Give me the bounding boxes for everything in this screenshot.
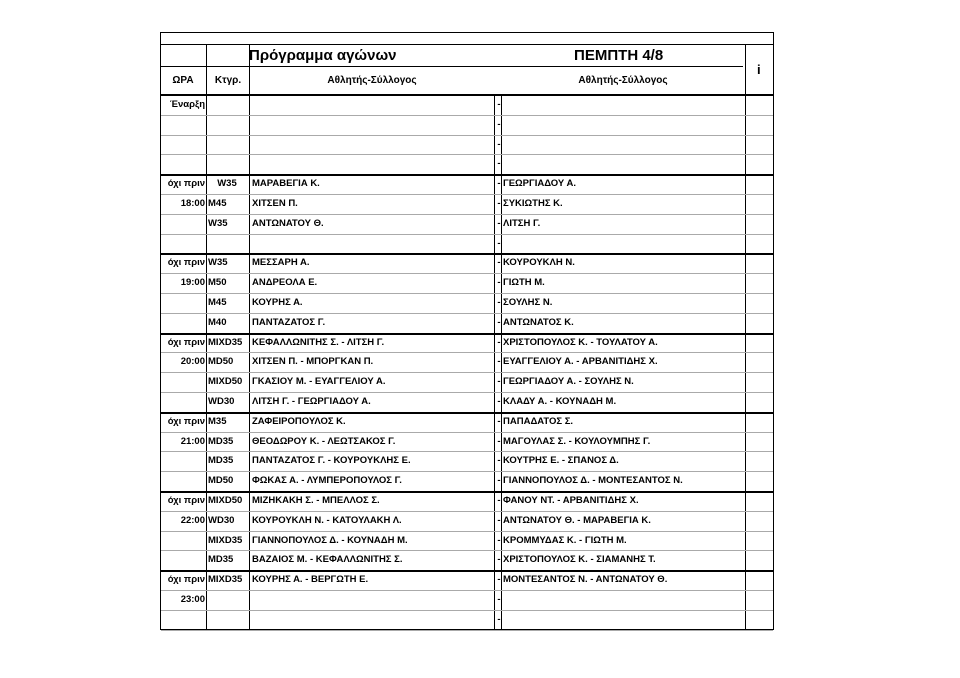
col-header-time: ΩΡΑ	[172, 75, 194, 86]
player2-cell: ΜΑΓΟΥΛΑΣ Σ. - ΚΟΥΛΟΥΜΠΗΣ Γ.	[503, 435, 651, 447]
category-cell: MD35	[208, 435, 234, 447]
player1-cell	[252, 154, 492, 174]
time-cell	[161, 471, 205, 491]
vs-dash: -	[497, 217, 501, 229]
player2-cell: ΜΟΝΤΕΣΑΝΤΟΣ Ν. - ΑΝΤΩΝΑΤΟΥ Θ.	[503, 574, 668, 586]
player2-cell	[503, 590, 743, 610]
category-cell: MIXD35	[208, 574, 243, 586]
category-cell: MIXD50	[208, 376, 243, 388]
table-row	[161, 234, 773, 254]
player1-cell: ΧΙΤΣΕΝ Π.	[252, 198, 298, 209]
time-cell: 19:00	[180, 277, 205, 289]
player1-cell: ΚΕΦΑΛΛΩΝΙΤΗΣ Σ. - ΛΙΤΣΗ Γ.	[252, 336, 385, 348]
player2-cell	[503, 154, 743, 174]
category-cell: MD35	[208, 455, 234, 467]
vs-dash: -	[497, 534, 501, 546]
player1-cell: ΦΩΚΑΣ Α. - ΛΥΜΠΕΡΟΠΟΥΛΟΣ Γ.	[252, 475, 402, 487]
table-row	[161, 451, 773, 471]
category-cell: M50	[208, 277, 227, 289]
player2-cell: ΓΕΩΡΓΙΑΔΟΥ Α. - ΣΟΥΛΗΣ Ν.	[503, 376, 634, 388]
player1-cell: ΖΑΦΕΙΡΟΠΟΥΛΟΣ Κ.	[252, 415, 346, 427]
player1-cell	[252, 135, 492, 155]
category-cell: M40	[208, 316, 227, 328]
player2-cell	[503, 135, 743, 155]
time-cell: 20:00	[180, 356, 205, 368]
player2-cell: ΠΑΠΑΔΑΤΟΣ Σ.	[503, 415, 574, 427]
category-cell: WD30	[208, 396, 235, 407]
table-row	[161, 313, 773, 333]
time-cell: 22:00	[180, 514, 205, 526]
table-row	[161, 432, 773, 452]
time-cell	[161, 531, 205, 551]
time-cell	[161, 550, 205, 570]
table-row	[161, 154, 773, 174]
time-cell: όχι πριν	[167, 495, 205, 506]
category-cell	[208, 95, 248, 115]
table-row	[161, 511, 773, 531]
time-cell	[161, 451, 205, 471]
category-cell: W35	[217, 178, 237, 190]
category-cell	[208, 154, 248, 174]
table-row	[161, 392, 773, 412]
player1-cell: ΚΟΥΡΟΥΚΛΗ Ν. - ΚΑΤΟΥΛΑΚΗ Λ.	[252, 514, 402, 526]
player1-cell: ΚΟΥΡΗΣ Α.	[252, 297, 303, 308]
player1-cell	[252, 234, 492, 254]
player2-cell: ΓΕΩΡΓΙΑΔΟΥ Α.	[503, 178, 577, 190]
time-cell	[161, 610, 205, 630]
time-cell: Έναρξη	[169, 99, 205, 110]
category-cell: W35	[208, 257, 228, 269]
player2-cell: ΦΑΝΟΥ ΝΤ. - ΑΡΒΑΝΙΤΙΔΗΣ Χ.	[503, 495, 639, 506]
player1-cell: ΜΑΡΑΒΕΓΙΑ Κ.	[252, 178, 320, 190]
player1-cell: ΒΑΖΑΙΟΣ Μ. - ΚΕΦΑΛΛΩΝΙΤΗΣ Σ.	[252, 554, 403, 566]
time-cell: όχι πριν	[167, 178, 205, 190]
table-row	[161, 194, 773, 214]
category-cell: MIXD35	[208, 534, 243, 546]
vs-dash: -	[497, 455, 501, 467]
top-strip-line	[161, 44, 773, 45]
player2-cell: ΓΙΑΝΝΟΠΟΥΛΟΣ Δ. - ΜΟΝΤΕΣΑΝΤΟΣ Ν.	[503, 475, 683, 487]
time-cell: 18:00	[180, 198, 205, 209]
player1-cell	[252, 610, 492, 630]
category-cell: M35	[208, 415, 227, 427]
vs-dash: -	[497, 356, 501, 368]
player1-cell: ΜΙΖΗΚΑΚΗ Σ. - ΜΠΕΛΛΟΣ Σ.	[252, 495, 380, 506]
vs-dash: -	[497, 336, 501, 348]
player1-cell: ΑΝΔΡΕΟΛΑ Ε.	[252, 277, 318, 289]
player2-cell: ΚΟΥΤΡΗΣ Ε. - ΣΠΑΝΟΣ Δ.	[503, 455, 619, 467]
player2-cell: ΕΥΑΓΓΕΛΙΟΥ Α. - ΑΡΒΑΝΙΤΙΔΗΣ Χ.	[503, 356, 658, 368]
player1-cell	[252, 590, 492, 610]
table-row	[161, 95, 773, 115]
table-row	[161, 214, 773, 234]
table-row	[161, 253, 773, 273]
table-row	[161, 273, 773, 293]
vs-dash: -	[497, 158, 501, 170]
time-cell	[161, 214, 205, 234]
vs-dash: -	[497, 574, 501, 586]
vs-dash: -	[497, 435, 501, 447]
player1-cell: ΘΕΟΔΩΡΟΥ Κ. - ΛΕΩΤΣΑΚΟΣ Γ.	[252, 435, 396, 447]
schedule-sheet	[160, 32, 774, 630]
table-row	[161, 491, 773, 511]
player2-cell	[503, 610, 743, 630]
category-cell: WD30	[208, 514, 235, 526]
player1-cell: ΑΝΤΩΝΑΤΟΥ Θ.	[252, 217, 324, 229]
category-cell: M45	[208, 297, 227, 308]
vs-dash: -	[497, 475, 501, 487]
time-cell	[161, 154, 205, 174]
category-cell: MD50	[208, 475, 234, 487]
vs-dash: -	[497, 118, 501, 130]
player1-cell: ΚΟΥΡΗΣ Α. - ΒΕΡΓΩΤΗ Ε.	[252, 574, 369, 586]
vs-dash: -	[497, 178, 501, 190]
player2-cell	[503, 95, 743, 115]
vs-dash: -	[497, 198, 501, 209]
category-cell: MIXD35	[208, 336, 243, 348]
day-title: ΠΕΜΠΤΗ 4/8	[574, 47, 664, 64]
time-cell	[161, 293, 205, 313]
table-row	[161, 570, 773, 590]
player1-cell: ΠΑΝΤΑΖΑΤΟΣ Γ. - ΚΟΥΡΟΥΚΛΗΣ Ε.	[252, 455, 411, 467]
table-row	[161, 333, 773, 353]
time-cell: όχι πριν	[167, 336, 205, 348]
table-row	[161, 610, 773, 630]
time-cell	[161, 392, 205, 412]
info-mark: i	[757, 62, 761, 77]
vs-dash: -	[497, 514, 501, 526]
col-header-player1: Αθλητής-Σύλλογος	[327, 75, 417, 86]
vs-dash: -	[497, 376, 501, 388]
vs-dash: -	[497, 495, 501, 506]
vs-dash: -	[497, 594, 501, 605]
time-cell	[161, 234, 205, 254]
table-row	[161, 471, 773, 491]
category-cell	[208, 590, 248, 610]
table-row	[161, 412, 773, 432]
player2-cell: ΓΙΩΤΗ Μ.	[503, 277, 545, 289]
time-cell: 23:00	[180, 594, 205, 605]
player1-cell	[252, 115, 492, 135]
time-cell	[161, 115, 205, 135]
vs-dash: -	[497, 138, 501, 150]
time-cell: όχι πριν	[167, 574, 205, 586]
col-header-player2: Αθλητής-Σύλλογος	[578, 75, 668, 86]
player2-cell	[503, 234, 743, 254]
player1-cell: ΧΙΤΣΕΝ Π. - ΜΠΟΡΓΚΑΝ Π.	[252, 356, 374, 368]
player1-cell: ΠΑΝΤΑΖΑΤΟΣ Γ.	[252, 316, 326, 328]
category-cell: MD50	[208, 356, 234, 368]
category-cell	[208, 135, 248, 155]
table-row	[161, 531, 773, 551]
player2-cell: ΣΟΥΛΗΣ Ν.	[503, 297, 553, 308]
category-cell: MIXD50	[208, 495, 243, 506]
player2-cell: ΧΡΙΣΤΟΠΟΥΛΟΣ Κ. - ΤΟΥΛΑΤΟΥ Α.	[503, 336, 658, 348]
table-row	[161, 590, 773, 610]
time-cell	[161, 313, 205, 333]
player1-cell	[252, 95, 492, 115]
col-header-category: Κτγρ.	[214, 75, 242, 86]
table-row	[161, 115, 773, 135]
player1-cell: ΛΙΤΣΗ Γ. - ΓΕΩΡΓΙΑΔΟΥ Α.	[252, 396, 371, 407]
player1-cell: ΜΕΣΣΑΡΗ Α.	[252, 257, 310, 269]
table-row	[161, 293, 773, 313]
time-cell: όχι πριν	[167, 415, 205, 427]
vs-dash: -	[497, 297, 501, 308]
player2-cell: ΚΡΟΜΜΥΔΑΣ Κ. - ΓΙΩΤΗ Μ.	[503, 534, 627, 546]
vs-dash: -	[497, 613, 501, 625]
player2-cell: ΑΝΤΩΝΑΤΟΣ Κ.	[503, 316, 574, 328]
table-row	[161, 372, 773, 392]
player1-cell: ΓΙΑΝΝΟΠΟΥΛΟΣ Δ. - ΚΟΥΝΑΔΗ Μ.	[252, 534, 408, 546]
time-cell	[161, 372, 205, 392]
vs-dash: -	[497, 415, 501, 427]
category-cell: W35	[208, 217, 228, 229]
player2-cell: ΧΡΙΣΤΟΠΟΥΛΟΣ Κ. - ΣΙΑΜΑΝΗΣ Τ.	[503, 554, 656, 566]
player2-cell: ΚΛΑΔΥ Α. - ΚΟΥΝΑΔΗ Μ.	[503, 396, 617, 407]
category-cell	[208, 115, 248, 135]
player2-cell: ΚΟΥΡΟΥΚΛΗ Ν.	[503, 257, 575, 269]
table-row	[161, 135, 773, 155]
page-title: Πρόγραμμα αγώνων	[249, 47, 397, 64]
category-cell	[208, 234, 248, 254]
category-cell: M45	[208, 198, 227, 209]
vs-dash: -	[497, 237, 501, 249]
player1-cell: ΓΚΑΣΙΟΥ Μ. - ΕΥΑΓΓΕΛΙΟΥ Α.	[252, 376, 386, 388]
player2-cell: ΑΝΤΩΝΑΤΟΥ Θ. - ΜΑΡΑΒΕΓΙΑ Κ.	[503, 514, 651, 526]
vs-dash: -	[497, 316, 501, 328]
vs-dash: -	[497, 257, 501, 269]
time-cell: όχι πριν	[167, 257, 205, 269]
vs-dash: -	[497, 554, 501, 566]
vs-dash: -	[497, 99, 501, 110]
player2-cell	[503, 115, 743, 135]
table-row	[161, 352, 773, 372]
vs-dash: -	[497, 396, 501, 407]
table-row	[161, 174, 773, 194]
table-row	[161, 550, 773, 570]
time-cell	[161, 135, 205, 155]
category-cell: MD35	[208, 554, 234, 566]
category-cell	[208, 610, 248, 630]
player2-cell: ΛΙΤΣΗ Γ.	[503, 217, 541, 229]
player2-cell: ΣΥΚΙΩΤΗΣ Κ.	[503, 198, 563, 209]
row-divider	[161, 630, 773, 631]
time-cell: 21:00	[180, 435, 205, 447]
vs-dash: -	[497, 277, 501, 289]
